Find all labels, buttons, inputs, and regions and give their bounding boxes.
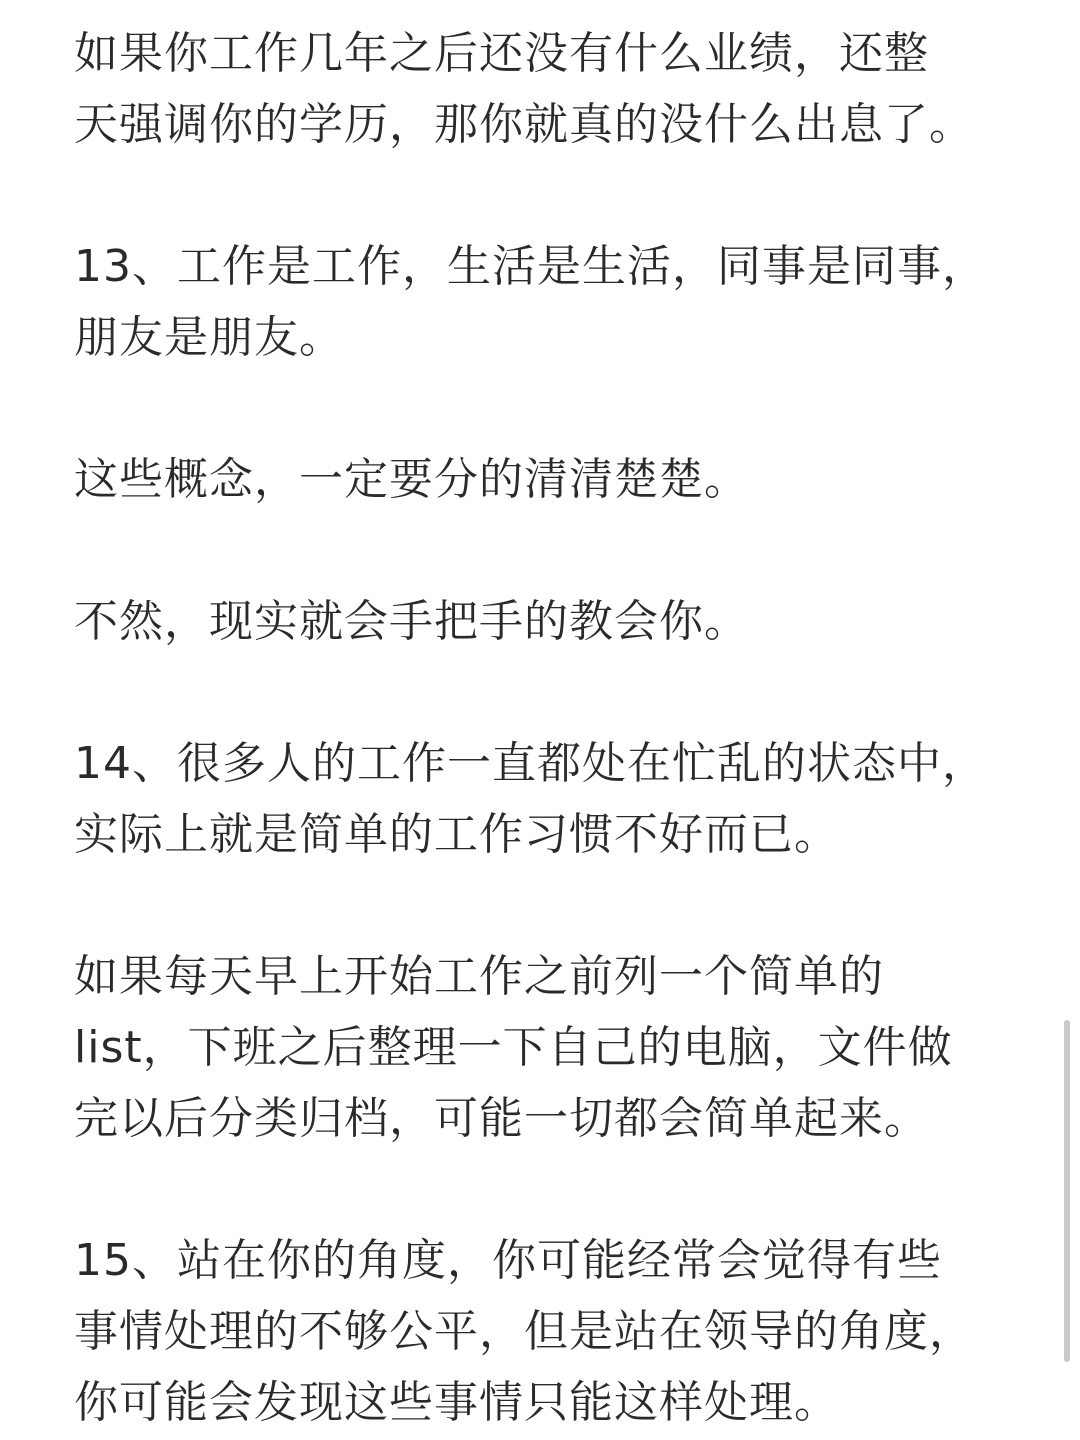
text-line: 不然，现实就会手把手的教会你。 — [74, 596, 749, 647]
paragraph — [74, 444, 1020, 515]
paragraph — [74, 1225, 1020, 1438]
paragraph — [74, 18, 1020, 160]
text-line: 你可能会发现这些事情只能这样处理。 — [74, 1377, 839, 1428]
text-line: 实际上就是简单的工作习惯不好而已。 — [74, 809, 839, 860]
text-line: 完以后分类归档，可能一切都会简单起来。 — [74, 1093, 929, 1144]
text-line: 事情处理的不够公平，但是站在领导的角度， — [74, 1306, 974, 1357]
text-line: 如果你工作几年之后还没有什么业绩，还整 — [74, 28, 929, 79]
scrollbar[interactable] — [1064, 1020, 1070, 1362]
paragraph — [74, 586, 1020, 657]
text-line: list，下班之后整理一下自己的电脑，文件做 — [74, 1022, 953, 1073]
text-line: 这些概念，一定要分的清清楚楚。 — [74, 454, 749, 505]
text-line: 天强调你的学历，那你就真的没什么出息了。 — [74, 99, 974, 150]
paragraph — [74, 728, 1020, 870]
paragraph — [74, 941, 1020, 1154]
text-line: 如果每天早上开始工作之前列一个简单的 — [74, 951, 884, 1002]
text-line: 朋友是朋友。 — [74, 312, 344, 363]
paragraph — [74, 231, 1020, 373]
text-line: 13、工作是工作，生活是生活，同事是同事， — [74, 241, 987, 292]
text-line: 15、站在你的角度，你可能经常会觉得有些 — [74, 1235, 942, 1286]
text-line: 14、很多人的工作一直都处在忙乱的状态中， — [74, 738, 987, 789]
